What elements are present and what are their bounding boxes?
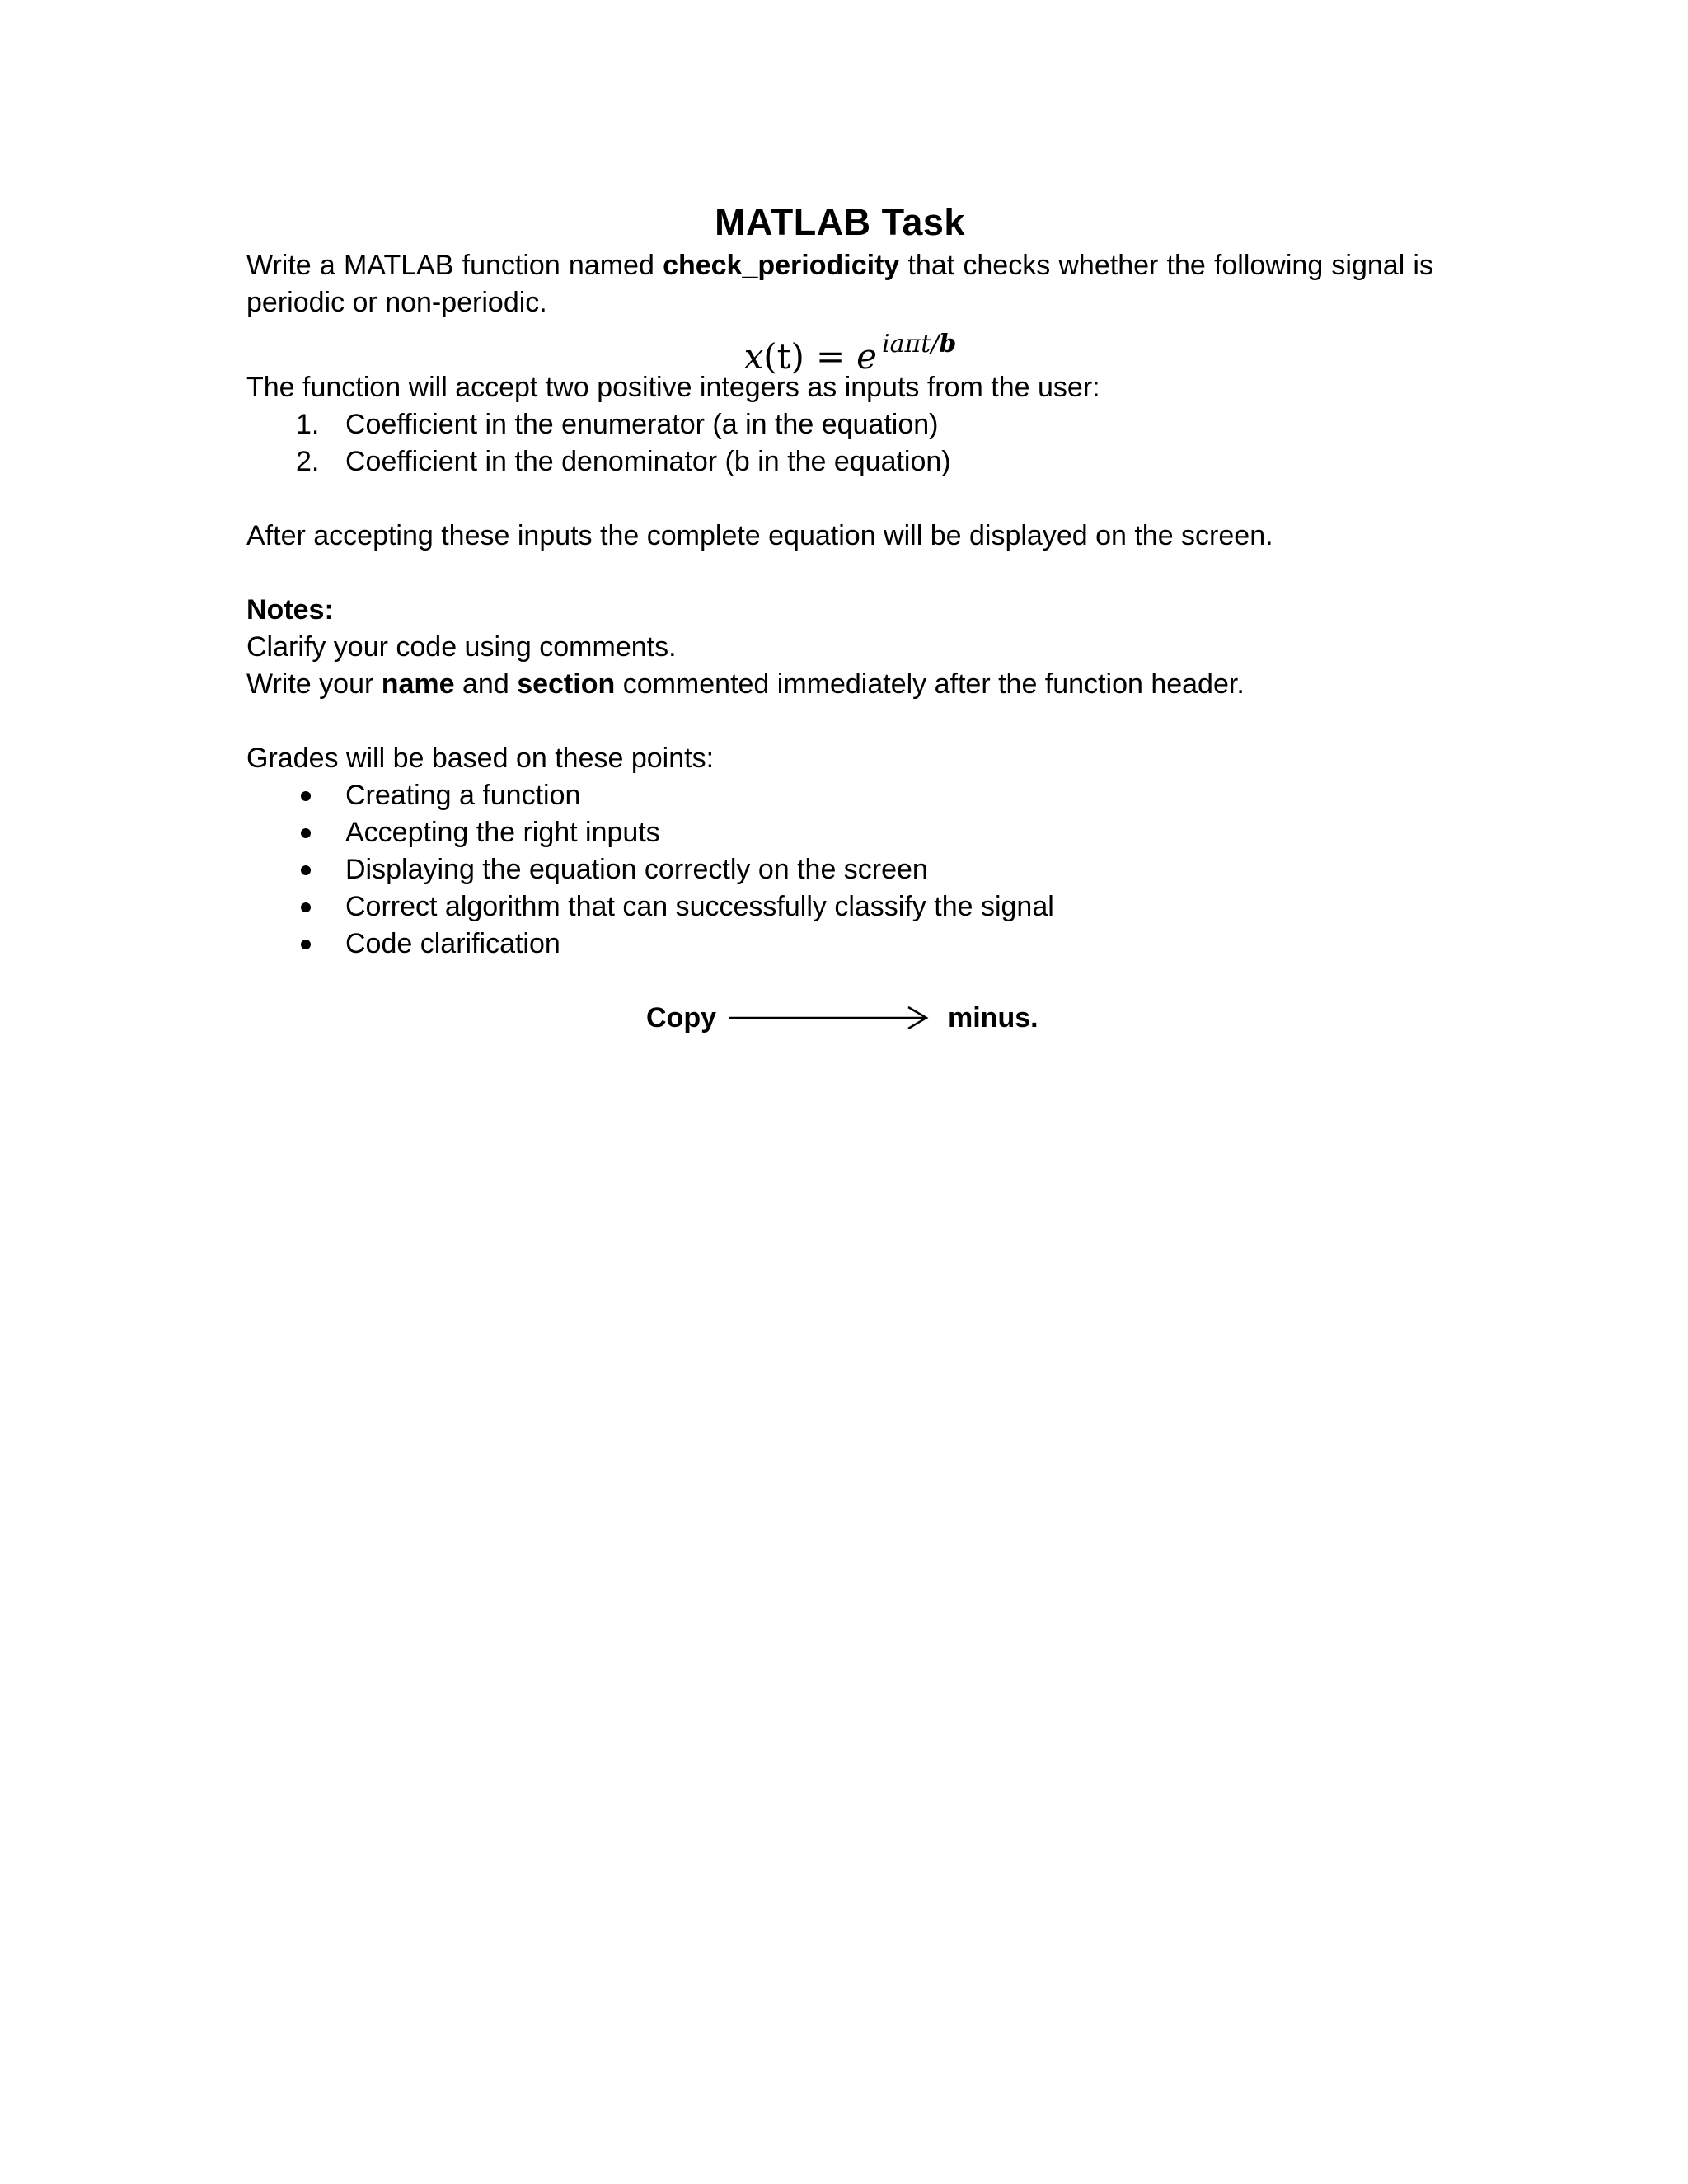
bullet-icon xyxy=(301,791,311,801)
inputs-list xyxy=(246,406,1433,480)
bullet-icon xyxy=(301,828,311,838)
copy-label: Copy xyxy=(646,1002,716,1033)
notes-line-name-section xyxy=(246,666,1433,703)
inputs-intro: The function will accept two positive integers as inputs from the user: xyxy=(246,372,1100,403)
equation-base: e xyxy=(856,336,878,377)
spacer xyxy=(246,555,1433,592)
list-item-text: Code clarification xyxy=(345,928,560,959)
bullet-icon xyxy=(301,902,311,912)
right-arrow-icon xyxy=(727,1004,930,1032)
spacer xyxy=(246,480,1433,518)
intro-text-end: that checks whether the following signal is periodic or non-periodic. xyxy=(246,250,1433,318)
bullet-icon xyxy=(301,940,311,949)
list-item-text: Coefficient in the denominator (b in the equation) xyxy=(345,446,951,477)
function-name: check_periodicity xyxy=(663,250,900,281)
list-item xyxy=(246,888,1433,926)
equation-exponent-denominator: b xyxy=(939,330,957,359)
notes-heading: Notes: xyxy=(246,594,334,626)
spacer xyxy=(246,703,1433,740)
notes-name-word: name xyxy=(381,668,455,700)
grades-list xyxy=(246,777,1433,963)
list-item xyxy=(246,406,1433,443)
list-number: 1. xyxy=(296,409,320,440)
list-number: 2. xyxy=(296,446,320,477)
equation-exponent xyxy=(882,330,956,359)
list-item-text: Accepting the right inputs xyxy=(345,817,660,848)
bullet-icon xyxy=(301,865,311,875)
list-item xyxy=(246,443,1433,480)
list-item xyxy=(246,777,1433,814)
minus-label: minus. xyxy=(948,1002,1039,1033)
list-item xyxy=(246,851,1433,888)
equation-exponent-main: iaπt/ xyxy=(882,330,940,359)
notes-text-end: commented immediately after the function header. xyxy=(615,668,1245,700)
equation-argument: (t) xyxy=(763,336,804,377)
notes-text-start: Write your xyxy=(246,668,382,700)
equation-variable: x xyxy=(743,336,764,377)
intro-paragraph xyxy=(246,247,1433,321)
notes-text-and: and xyxy=(454,668,518,700)
intro-text-start: Write a MATLAB function named xyxy=(246,250,663,281)
list-item xyxy=(246,926,1433,963)
copy-minus-footer xyxy=(0,997,1688,1038)
notes-line-comments: Clarify your code using comments. xyxy=(246,631,677,663)
grades-intro: Grades will be based on these points: xyxy=(246,743,715,774)
notes-section-word: section xyxy=(517,668,616,700)
list-item-text: Coefficient in the enumerator (a in the equation) xyxy=(345,409,939,440)
after-inputs-paragraph: After accepting these inputs the complete equation will be displayed on the screen. xyxy=(246,520,1273,551)
list-item-text: Displaying the equation correctly on the screen xyxy=(345,854,928,885)
document-body xyxy=(246,198,1433,963)
list-item-text: Correct algorithm that can successfully classify the signal xyxy=(345,891,1054,922)
list-item-text: Creating a function xyxy=(345,780,581,811)
page-title: MATLAB Task xyxy=(715,201,965,243)
equation-equals: = xyxy=(815,336,846,377)
list-item xyxy=(246,814,1433,851)
signal-equation xyxy=(246,321,1433,377)
